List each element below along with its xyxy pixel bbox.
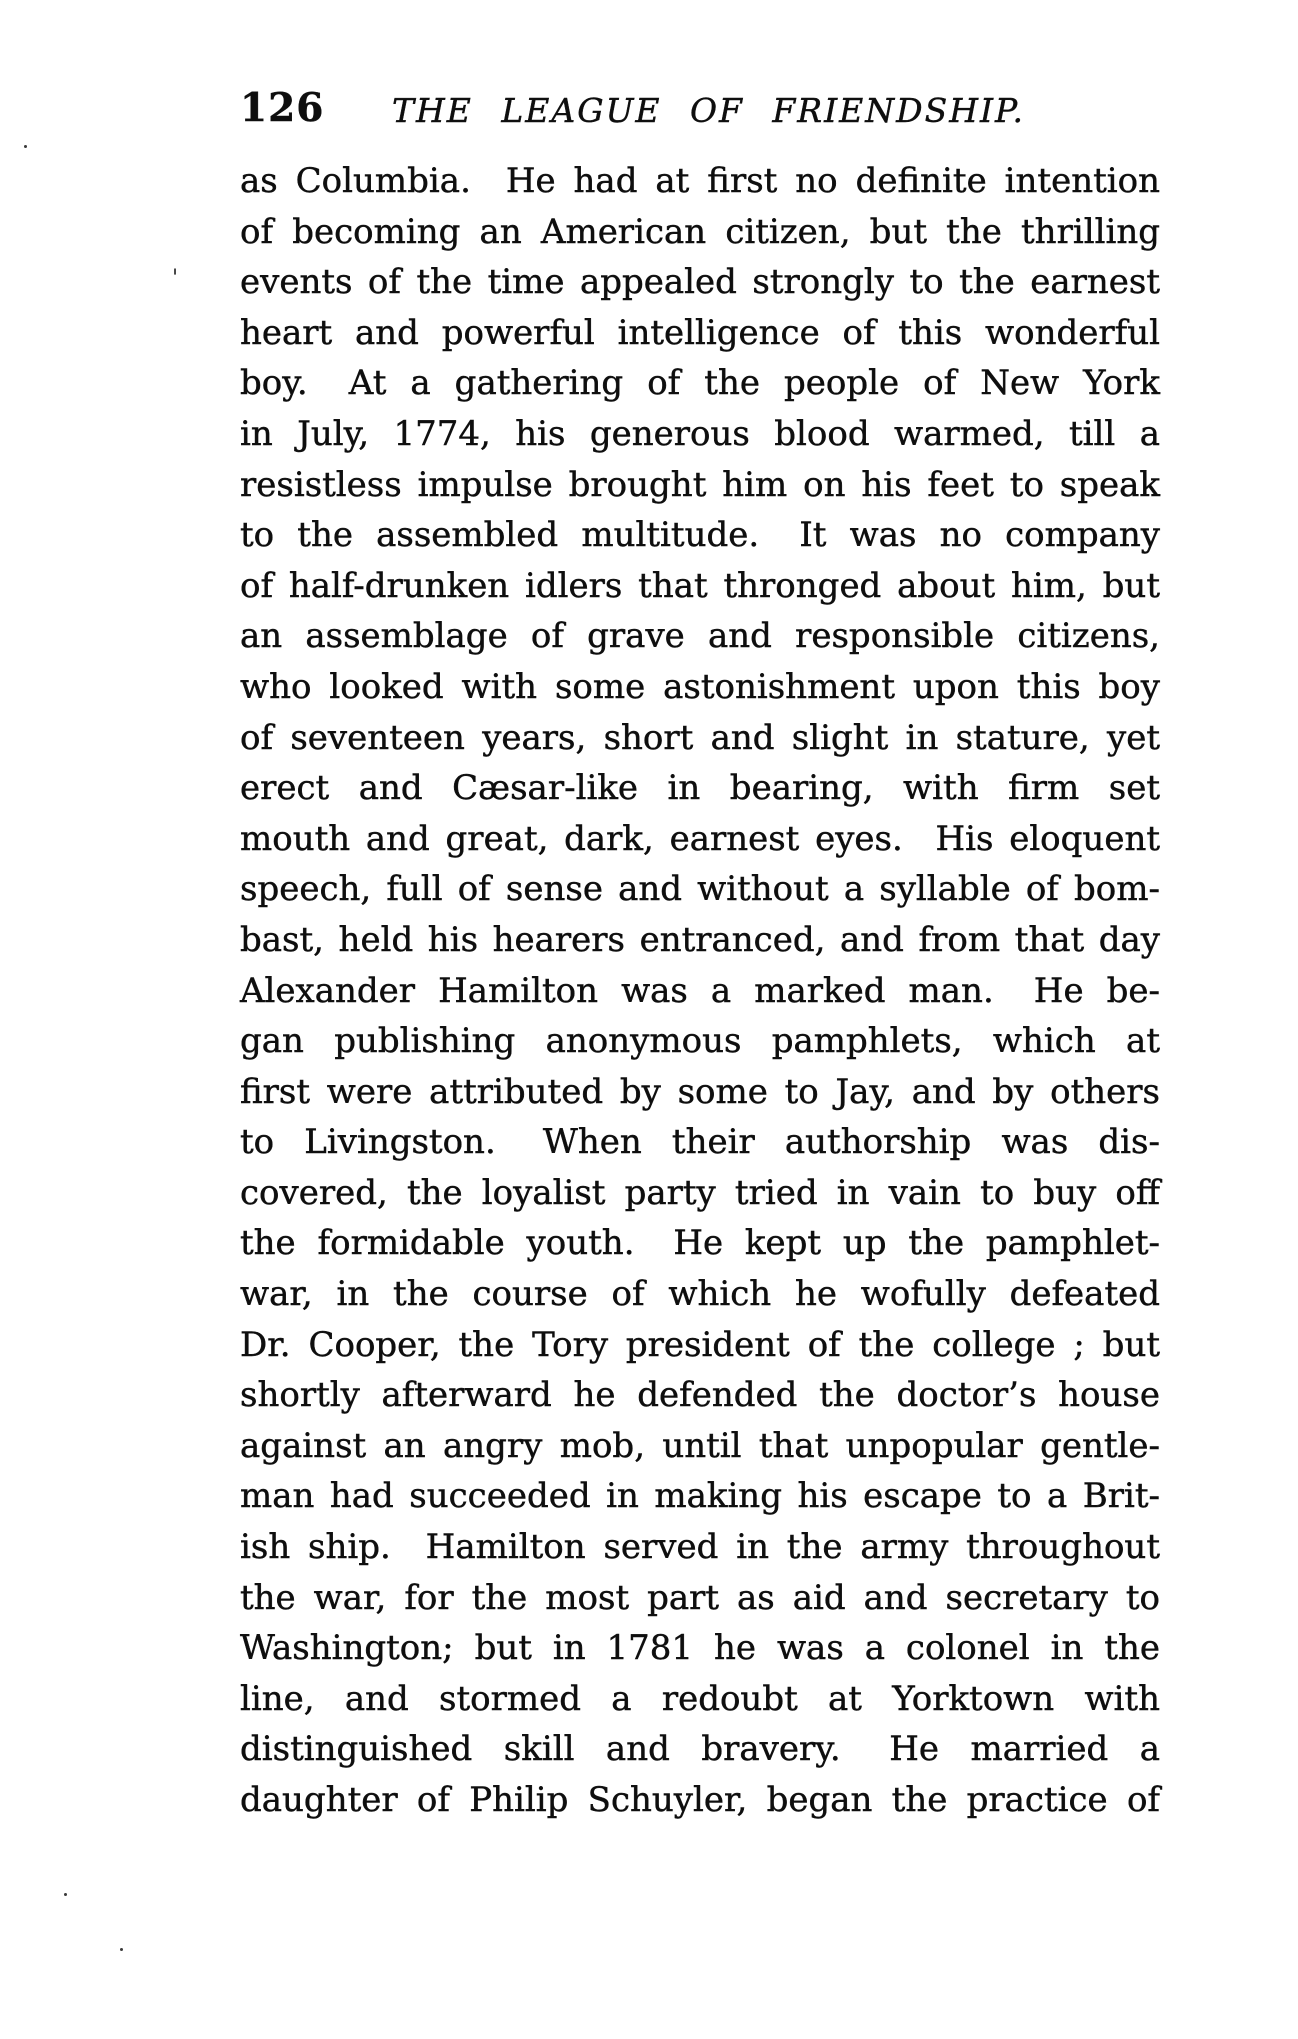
page-header <box>240 84 1160 140</box>
text-line: line, and stormed a redoubt at Yorktown with <box>240 1678 1160 1719</box>
text-line: distinguished skill and bravery. He married a <box>240 1729 1160 1770</box>
text-line: the formidable youth. He kept up the pamphlet- <box>240 1223 1160 1264</box>
text-line: Dr. Cooper, the Tory president of the college ; but <box>240 1324 1160 1365</box>
text-line: shortly afterward he defended the doctor’s house <box>240 1375 1160 1416</box>
text-line: in July, 1774, his generous blood warmed, till a <box>240 413 1160 454</box>
text-line: daughter of Philip Schuyler, began the practice of <box>240 1780 1160 1820</box>
page-number: 126 <box>240 85 325 131</box>
text-line: bast, held his hearers entranced, and from that day <box>240 919 1160 960</box>
text-line: who looked with some astonishment upon this boy <box>240 666 1160 707</box>
text-line: Washington; but in 1781 he was a colonel in the <box>240 1628 1160 1669</box>
text-line: war, in the course of which he wofully defeated <box>240 1274 1160 1315</box>
text-line: an assemblage of grave and responsible citizens, <box>240 616 1160 657</box>
scan-speck <box>120 1948 123 1951</box>
page-body-text <box>240 156 1160 1826</box>
scan-speck <box>24 145 27 148</box>
text-line: erect and Cæsar-like in bearing, with firm set <box>240 768 1160 809</box>
running-title: THE LEAGUE OF FRIENDSHIP. <box>392 91 1026 130</box>
text-line: ish ship. Hamilton served in the army throughout <box>240 1527 1160 1568</box>
text-line: gan publishing anonymous pamphlets, which at <box>240 1021 1160 1062</box>
text-line: boy. At a gathering of the people of New York <box>240 363 1160 404</box>
text-line: of half-drunken idlers that thronged about him, but <box>240 565 1160 606</box>
text-line: to Livingston. When their authorship was dis- <box>240 1122 1160 1163</box>
stray-ink-mark: ' <box>172 266 179 291</box>
text-line: Alexander Hamilton was a marked man. He be- <box>240 970 1160 1011</box>
text-line: of becoming an American citizen, but the thrilling <box>240 211 1160 252</box>
text-line: man had succeeded in making his escape to a Brit- <box>240 1476 1160 1517</box>
text-line: of seventeen years, short and slight in stature, yet <box>240 717 1160 758</box>
scan-speck <box>64 1893 67 1896</box>
text-line: the war, for the most part as aid and secretary to <box>240 1577 1160 1618</box>
text-line: to the assembled multitude. It was no company <box>240 515 1160 556</box>
text-line: first were attributed by some to Jay, and by others <box>240 1071 1160 1112</box>
text-line: heart and powerful intelligence of this wonderful <box>240 312 1160 353</box>
text-line: mouth and great, dark, earnest eyes. His eloquent <box>240 818 1160 859</box>
text-line: covered, the loyalist party tried in vain to buy off <box>240 1172 1160 1213</box>
text-line: against an angry mob, until that unpopular gentle- <box>240 1425 1160 1466</box>
text-line: speech, full of sense and without a syllable of bom- <box>240 869 1160 910</box>
text-line: events of the time appealed strongly to the earnest <box>240 262 1160 303</box>
text-line: resistless impulse brought him on his feet to speak <box>240 464 1160 505</box>
text-line: as Columbia. He had at first no definite intention <box>240 161 1160 201</box>
